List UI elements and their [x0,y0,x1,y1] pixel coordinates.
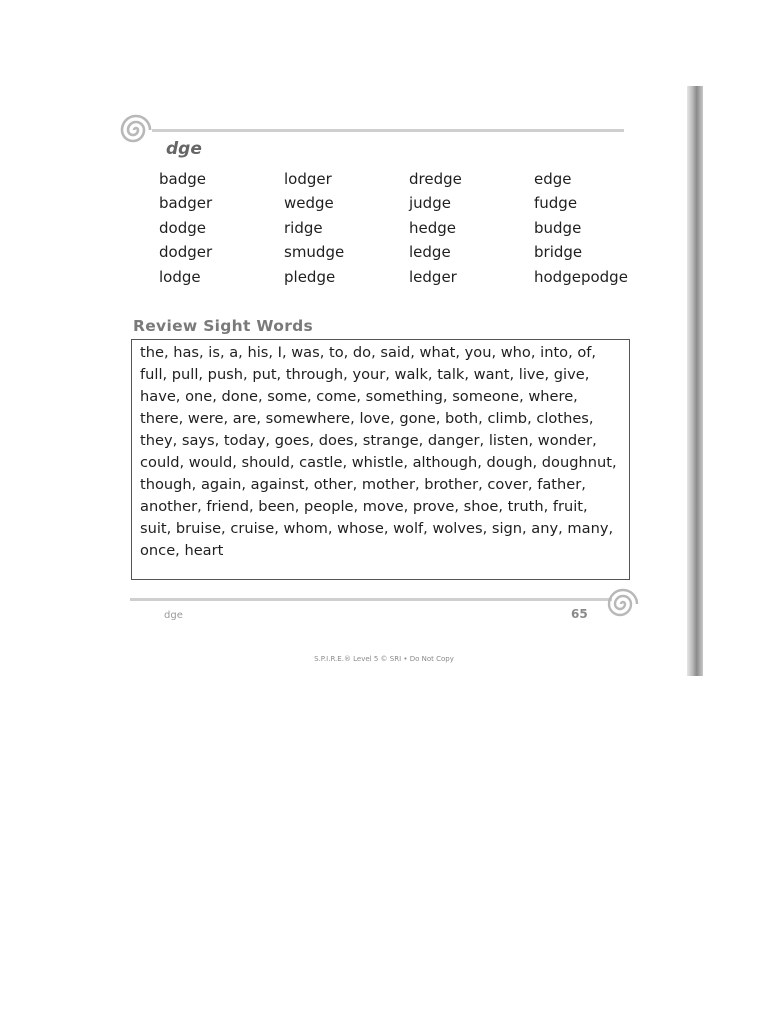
footer-section-label: dge [164,610,183,621]
section-title: dge [166,139,202,159]
word-item: ledge [409,243,451,262]
word-item: pledge [284,267,336,286]
review-sight-words-box [131,339,630,580]
swirl-icon [600,585,646,627]
header-rule [152,129,624,132]
word-item: hedge [409,218,457,237]
word-item: bridge [534,243,583,262]
word-item: lodge [159,267,201,286]
swirl-icon [112,110,160,154]
word-item: dodger [159,243,213,262]
review-sight-words-text: the, has, is, a, his, I, was, to, do, said, what, you, who, into, of, full, pull, push, put, through, your, walk, talk, want, live, give, have, one, done, some, come, something, someone, where, there, were, are, somewhere, love, gone, both, climb, clothes, they, says, today, goes, does, strange, danger, listen, wonder, could, would, should, castle, whistle, although, dough, doughnut, though, again, against, other, mother, brother, cover, father, another, friend, been, people, move, prove, shoe, truth, fruit, suit, bruise, cruise, whom, whose, wolf, wolves, sign, any, many, once, heart [140,344,617,559]
word-item: dodge [159,218,206,237]
page-number: 65 [571,607,588,621]
footer-rule [130,598,612,601]
word-item: fudge [534,194,578,213]
word-item: judge [409,194,451,213]
word-item: ridge [284,218,323,237]
word-list-grid [159,170,659,292]
word-item: budge [534,218,582,237]
word-item: wedge [284,194,334,213]
page-edge-shadow [687,86,703,676]
word-item: badger [159,194,213,213]
word-item: hodgepodge [534,267,628,286]
word-item: edge [534,170,572,188]
word-item: ledger [409,267,457,286]
word-item: lodger [284,170,332,188]
word-item: smudge [284,243,345,262]
review-sight-words-title: Review Sight Words [133,317,314,335]
copyright-notice: S.P.I.R.E.® Level 5 © SRI • Do Not Copy [314,655,454,663]
word-item: dredge [409,170,462,188]
word-item: badge [159,170,206,188]
